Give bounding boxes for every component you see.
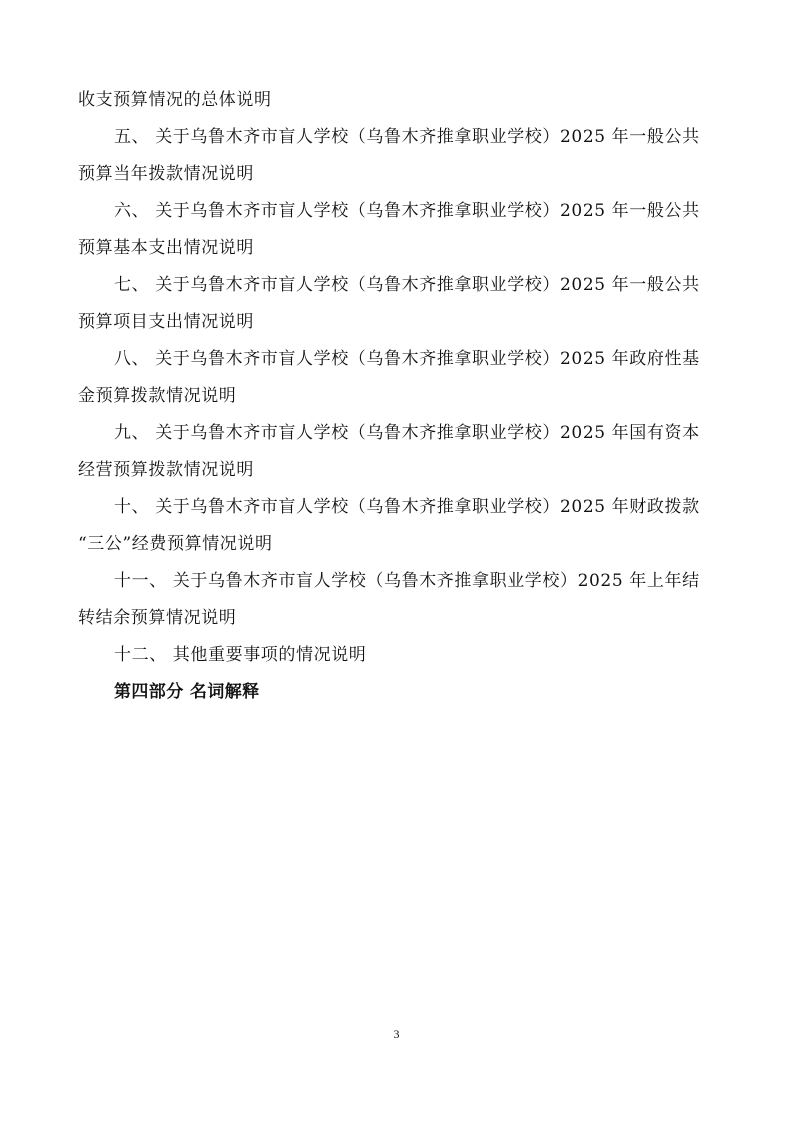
section-heading: 第四部分 名词解释: [114, 682, 260, 702]
toc-line-continuation: 金预算拨款情况说明: [78, 386, 237, 406]
toc-item-6: 六、 关于乌鲁木齐市盲人学校（乌鲁木齐推拿职业学校）2025 年一般公共: [114, 201, 700, 221]
toc-line-continuation: 经营预算拨款情况说明: [78, 460, 254, 480]
toc-line-continuation: 收支预算情况的总体说明: [78, 90, 272, 110]
toc-line-continuation: “三公”经费预算情况说明: [78, 534, 273, 554]
toc-item-10: 十、 关于乌鲁木齐市盲人学校（乌鲁木齐推拿职业学校）2025 年财政拨款: [114, 497, 700, 517]
toc-item-8: 八、 关于乌鲁木齐市盲人学校（乌鲁木齐推拿职业学校）2025 年政府性基: [114, 349, 700, 369]
toc-line-continuation: 预算项目支出情况说明: [78, 312, 254, 332]
toc-item-11: 十一、 关于乌鲁木齐市盲人学校（乌鲁木齐推拿职业学校）2025 年上年结: [114, 571, 700, 591]
toc-item-9: 九、 关于乌鲁木齐市盲人学校（乌鲁木齐推拿职业学校）2025 年国有资本: [114, 423, 700, 443]
toc-line-continuation: 预算基本支出情况说明: [78, 238, 254, 258]
toc-item-5: 五、 关于乌鲁木齐市盲人学校（乌鲁木齐推拿职业学校）2025 年一般公共: [114, 127, 700, 147]
page-number: 3: [393, 1027, 400, 1041]
toc-line-continuation: 转结余预算情况说明: [78, 608, 237, 628]
toc-item-12: 十二、 其他重要事项的情况说明: [114, 645, 367, 665]
toc-item-7: 七、 关于乌鲁木齐市盲人学校（乌鲁木齐推拿职业学校）2025 年一般公共: [114, 275, 700, 295]
toc-line-continuation: 预算当年拨款情况说明: [78, 164, 254, 184]
